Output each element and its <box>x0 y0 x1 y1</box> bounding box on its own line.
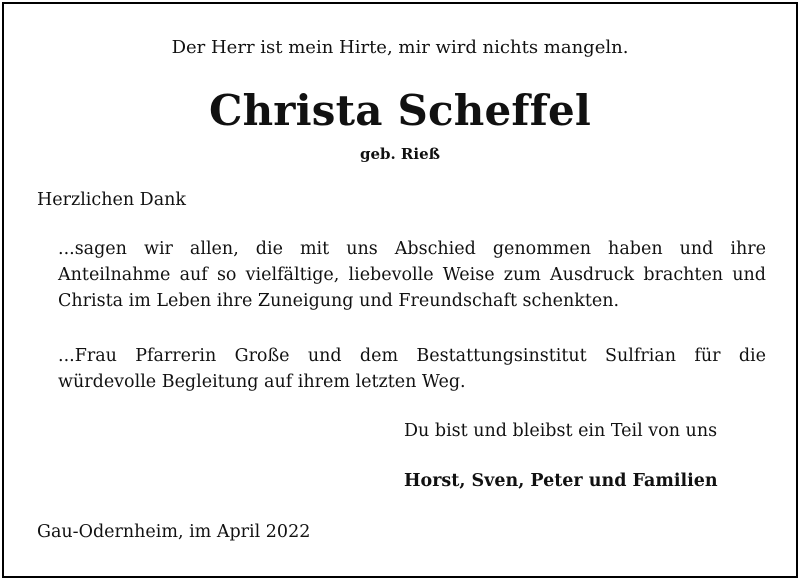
maiden-name: geb. Rieß <box>359 145 441 163</box>
place-and-date: Gau-Odernheim, im April 2022 <box>37 522 311 542</box>
thanks-paragraph-1: ...sagen wir allen, die mit uns Abschied genommen haben und ihre Anteilnahme auf so vielfältige, liebevolle Weise zum Ausdruck brachten und Christa im Leben ihre Zuneigung und Freundschaft schenkten. <box>58 239 766 311</box>
obituary-notice <box>2 2 798 578</box>
closing-line: Du bist und bleibst ein Teil von uns <box>404 421 718 441</box>
bible-verse: Der Herr ist mein Hirte, mir wird nichts mangeln. <box>171 37 629 58</box>
family-signature: Horst, Sven, Peter und Familien <box>404 471 718 491</box>
thanks-paragraph-2: ...Frau Pfarrerin Große und dem Bestattungsinstitut Sulfrian für die würdevolle Begleitung auf ihrem letzten Weg. <box>58 346 766 392</box>
thanks-heading: Herzlichen Dank <box>37 190 186 210</box>
deceased-name: Christa Scheffel <box>208 86 592 135</box>
